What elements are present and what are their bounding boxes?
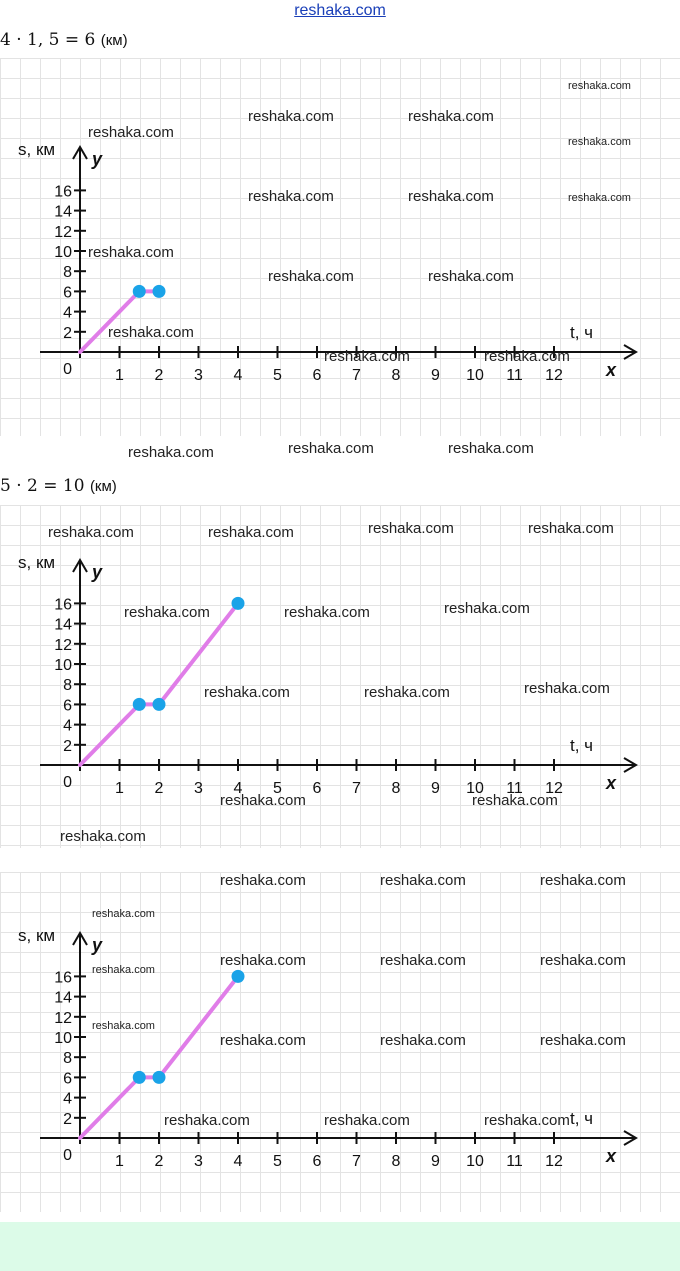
x-tick-label: 2 (154, 780, 164, 797)
watermark: reshaka.com (472, 792, 558, 809)
y-tick-label: 16 (54, 969, 72, 987)
y-tick-label: 10 (54, 1030, 72, 1047)
data-point (153, 698, 166, 711)
x-tick-label: 10 (466, 1153, 484, 1170)
x-tick-label: 8 (391, 780, 401, 797)
x-tick-label: 11 (506, 780, 523, 797)
x-tick-label: 7 (352, 367, 361, 384)
origin-label: 0 (63, 1147, 72, 1164)
x-tick-label: 3 (194, 780, 203, 797)
watermark: reshaka.com (48, 524, 134, 541)
x-axis-label: t, ч (570, 1109, 594, 1128)
watermark: reshaka.com (124, 604, 210, 621)
origin-label: 0 (63, 361, 72, 378)
x-tick-label: 7 (352, 1153, 361, 1170)
y-tick-label: 10 (54, 657, 72, 674)
graph-2 (0, 505, 680, 848)
x-tick-label: 9 (431, 1153, 440, 1170)
formula-2 (0, 476, 117, 496)
x-tick-label: 4 (233, 367, 243, 384)
data-point (232, 597, 245, 610)
watermark: reshaka.com (268, 268, 354, 285)
watermark: reshaka.com (324, 1112, 410, 1129)
graph-3 (0, 872, 680, 1212)
x-tick-label: 1 (115, 1153, 124, 1170)
x-axis-name: x (606, 360, 617, 380)
x-tick-label: 3 (194, 1153, 203, 1170)
y-tick-label: 2 (63, 737, 72, 755)
x-axis-label: t, ч (570, 323, 594, 342)
watermark: reshaka.com (484, 348, 570, 365)
y-tick-label: 8 (63, 264, 72, 282)
x-tick-label: 6 (312, 367, 322, 384)
y-tick-label: 14 (54, 616, 72, 634)
origin-label: 0 (63, 774, 72, 791)
y-tick-label: 6 (63, 697, 72, 715)
y-tick-label: 4 (63, 1090, 72, 1108)
watermark: reshaka.com (364, 684, 450, 701)
footer-band (0, 1222, 680, 1271)
x-tick-label: 7 (352, 780, 361, 797)
x-tick-label: 3 (194, 367, 203, 384)
watermark: reshaka.com (92, 964, 155, 976)
watermark: reshaka.com (220, 872, 306, 889)
watermark: reshaka.com (164, 1112, 250, 1129)
watermark: reshaka.com (540, 952, 626, 969)
y-axis-label: s, км (18, 140, 56, 159)
watermark: reshaka.com (408, 108, 494, 125)
x-axis-label: t, ч (570, 736, 594, 755)
watermark: reshaka.com (248, 108, 334, 125)
x-tick-label: 8 (391, 1153, 401, 1170)
y-tick-label: 8 (63, 1050, 72, 1068)
y-tick-label: 16 (54, 183, 72, 201)
watermark: reshaka.com (288, 440, 374, 457)
x-tick-label: 12 (545, 367, 563, 384)
x-axis-name: x (606, 773, 617, 793)
x-tick-label: 9 (431, 780, 440, 797)
x-tick-label: 12 (545, 1153, 563, 1170)
x-tick-label: 5 (273, 1153, 282, 1170)
x-tick-label: 2 (154, 1153, 164, 1170)
x-tick-label: 12 (545, 780, 563, 797)
y-axis-label: s, км (18, 553, 56, 572)
y-axis-label: s, км (18, 926, 56, 945)
watermark: reshaka.com (324, 348, 410, 365)
formula-2-expr: 5 · 2 = 10 (0, 476, 85, 496)
watermark: reshaka.com (220, 1032, 306, 1049)
y-tick-label: 8 (63, 677, 72, 695)
watermark: reshaka.com (92, 1020, 155, 1032)
y-tick-label: 2 (63, 324, 72, 342)
watermark: reshaka.com (540, 1032, 626, 1049)
y-tick-label: 12 (54, 636, 72, 654)
x-tick-label: 4 (233, 1153, 243, 1170)
x-tick-label: 11 (506, 367, 523, 384)
watermark: reshaka.com (60, 828, 146, 845)
series-line (80, 291, 159, 352)
formula-1-unit: (км) (100, 32, 128, 49)
formula-2-unit: (км) (89, 478, 117, 495)
watermark: reshaka.com (380, 1032, 466, 1049)
data-point (153, 1071, 166, 1084)
x-tick-label: 4 (233, 780, 243, 797)
watermark: reshaka.com (444, 600, 530, 617)
watermark: reshaka.com (204, 684, 290, 701)
x-tick-label: 5 (273, 780, 282, 797)
formula-1-expr: 4 · 1, 5 = 6 (0, 30, 96, 50)
y-tick-label: 2 (63, 1110, 72, 1128)
formula-1 (0, 30, 128, 50)
data-point (133, 285, 146, 298)
watermark: reshaka.com (88, 244, 174, 261)
data-point (133, 698, 146, 711)
x-tick-label: 1 (115, 780, 124, 797)
watermark: reshaka.com (284, 604, 370, 621)
graph-1 (0, 58, 680, 436)
watermark: reshaka.com (408, 188, 494, 205)
watermark: reshaka.com (380, 872, 466, 889)
watermark: reshaka.com (568, 80, 631, 92)
x-tick-label: 1 (115, 367, 124, 384)
watermark: reshaka.com (220, 792, 306, 809)
x-tick-label: 11 (506, 1153, 523, 1170)
watermark: reshaka.com (448, 440, 534, 457)
x-axis-name: x (606, 1146, 617, 1166)
x-tick-label: 8 (391, 367, 401, 384)
x-tick-label: 10 (466, 367, 484, 384)
data-point (133, 1071, 146, 1084)
y-axis-name: y (92, 562, 103, 582)
y-tick-label: 12 (54, 223, 72, 241)
watermark: reshaka.com (220, 952, 306, 969)
x-tick-label: 5 (273, 367, 282, 384)
watermark: reshaka.com (128, 444, 214, 461)
watermark: reshaka.com (524, 680, 610, 697)
watermark: reshaka.com (92, 908, 155, 920)
watermark: reshaka.com (568, 136, 631, 148)
y-tick-label: 4 (63, 304, 72, 322)
y-tick-label: 14 (54, 203, 72, 221)
y-tick-label: 10 (54, 244, 72, 261)
y-tick-label: 16 (54, 596, 72, 614)
x-tick-label: 2 (154, 367, 164, 384)
x-tick-label: 9 (431, 367, 440, 384)
watermark: reshaka.com (428, 268, 514, 285)
data-point (232, 970, 245, 983)
chart-2-svg (0, 505, 680, 848)
watermark: reshaka.com (568, 192, 631, 204)
data-point (153, 285, 166, 298)
site-link[interactable]: reshaka.com (294, 2, 386, 19)
watermark: reshaka.com (108, 324, 194, 341)
watermark: reshaka.com (208, 524, 294, 541)
y-tick-label: 6 (63, 1070, 72, 1088)
x-tick-label: 10 (466, 780, 484, 797)
y-axis-name: y (92, 149, 103, 169)
watermark: reshaka.com (380, 952, 466, 969)
watermark: reshaka.com (528, 520, 614, 537)
watermark: reshaka.com (484, 1112, 570, 1129)
y-tick-label: 12 (54, 1009, 72, 1027)
watermark: reshaka.com (248, 188, 334, 205)
y-tick-label: 6 (63, 284, 72, 302)
y-axis-name: y (92, 935, 103, 955)
watermark: reshaka.com (540, 872, 626, 889)
y-tick-label: 14 (54, 989, 72, 1007)
x-tick-label: 6 (312, 1153, 322, 1170)
watermark: reshaka.com (88, 124, 174, 141)
y-tick-label: 4 (63, 717, 72, 735)
x-tick-label: 6 (312, 780, 322, 797)
watermark: reshaka.com (368, 520, 454, 537)
